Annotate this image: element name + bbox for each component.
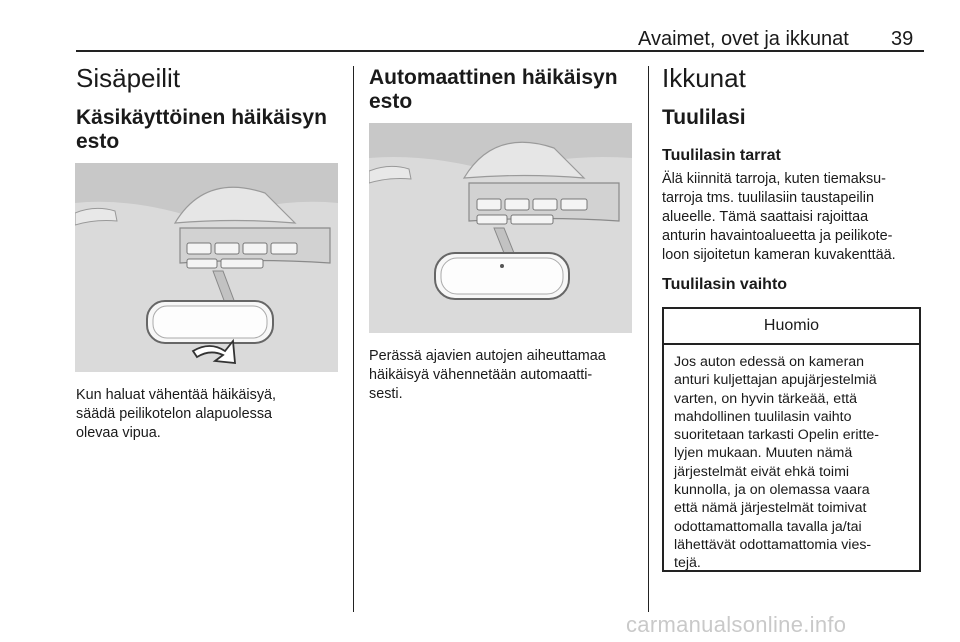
running-header-title: Avaimet, ovet ja ikkunat xyxy=(638,28,849,50)
section-heading: Ikkunat xyxy=(662,63,746,93)
section-subheading: Automaattinen häikäisyn esto xyxy=(369,66,618,113)
section-subheading: Tuulilasi xyxy=(662,106,746,129)
page-number: 39 xyxy=(891,28,914,50)
section-subheading: Käsikäyttöinen häikäisyn esto xyxy=(76,106,327,153)
subsection-heading: Tuulilasin tarrat xyxy=(662,147,781,164)
auto-dimming-mirror-illustration xyxy=(369,123,632,333)
body-paragraph: Älä kiinnitä tarroja, kuten tiemaksu- tarroja tms. tuulilasiin taustapeilin alueelle. Tämä saattaisi rajoittaa anturin havaintoalueetta ja peilikote- loon sijoitetun kameran kuvakenttää. xyxy=(662,171,896,263)
caution-note xyxy=(662,307,921,572)
column-divider xyxy=(648,66,649,612)
watermark: carmanualsonline.info xyxy=(626,612,847,637)
header-rule xyxy=(76,50,924,52)
caution-note-text: Jos auton edessä on kameran anturi kuljettajan apujärjestelmiä varten, on hyvin tärkeää, että mahdollinen tuulilasin vaihto suoritetaan tarkasti Opelin eritte- lyjen mukaan. Muuten nämä järjestelmät eivät ehkä toimi kunnolla, ja on olemassa vaara että nämä järjestelmät toimivat odottamattomalla tavalla ja/tai lähettävät odottamattomia vies- tejä. xyxy=(674,354,880,572)
subsection-heading: Tuulilasin vaihto xyxy=(662,276,788,293)
column-divider xyxy=(353,66,354,612)
body-paragraph: Perässä ajavien autojen aiheuttamaa häikäisyä vähennetään automaatti- sesti. xyxy=(369,348,606,402)
section-heading: Sisäpeilit xyxy=(76,63,181,93)
manual-dimming-mirror-illustration xyxy=(75,163,338,372)
body-paragraph: Kun haluat vähentää häikäisyä, säädä peilikotelon alapuolessa olevaa vipua. xyxy=(76,387,277,441)
caution-note-title: Huomio xyxy=(664,309,919,345)
